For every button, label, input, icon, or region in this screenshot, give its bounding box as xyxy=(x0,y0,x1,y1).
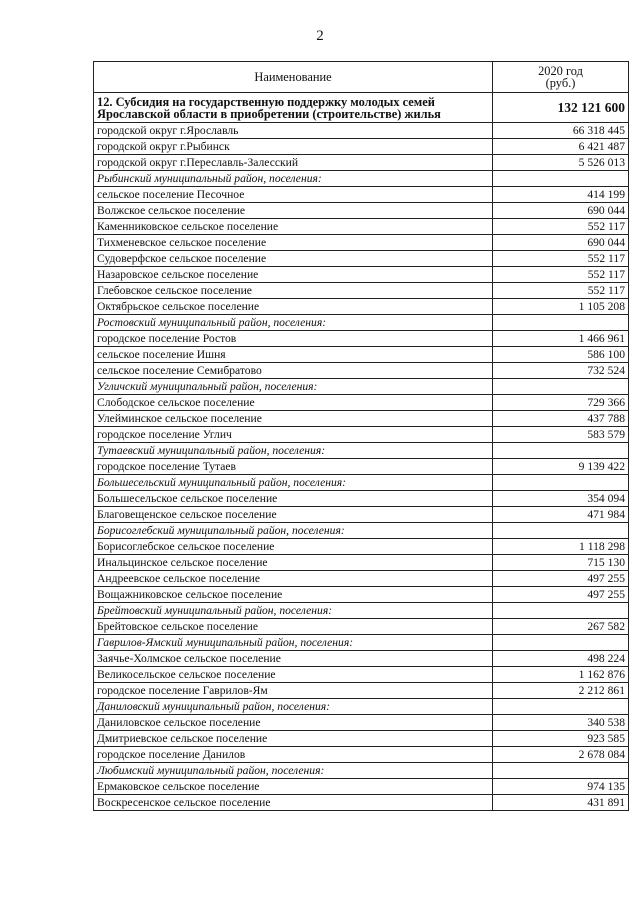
table-row xyxy=(94,203,629,219)
settlement-name: сельское поселение Семибратово xyxy=(94,363,493,379)
section-title: 12. Субсидия на государственную поддержку молодых семей Ярославской области в приобретении (строительстве) жилья xyxy=(94,93,493,123)
settlement-name: Глебовское сельское поселение xyxy=(94,283,493,299)
subsidy-amount xyxy=(493,379,629,395)
table-row xyxy=(94,363,629,379)
subsidy-amount xyxy=(493,171,629,187)
settlement-name: Тихменевское сельское поселение xyxy=(94,235,493,251)
settlement-name: Каменниковское сельское поселение xyxy=(94,219,493,235)
table-row xyxy=(94,299,629,315)
subsidy-amount: 1 105 208 xyxy=(493,299,629,315)
district-header-row xyxy=(94,475,629,491)
table-row xyxy=(94,571,629,587)
settlement-name: Благовещенское сельское поселение xyxy=(94,507,493,523)
subsidy-amount: 354 094 xyxy=(493,491,629,507)
subsidy-amount: 471 984 xyxy=(493,507,629,523)
subsidy-amount: 586 100 xyxy=(493,347,629,363)
subsidy-amount: 552 117 xyxy=(493,283,629,299)
table-row xyxy=(94,331,629,347)
subsidy-amount: 690 044 xyxy=(493,235,629,251)
table-row xyxy=(94,651,629,667)
district-name: Даниловский муниципальный район, поселения: xyxy=(94,699,493,715)
subsidy-amount: 552 117 xyxy=(493,267,629,283)
settlement-name: Андреевское сельское поселение xyxy=(94,571,493,587)
subsidy-amount: 497 255 xyxy=(493,571,629,587)
settlement-name: Судоверфское сельское поселение xyxy=(94,251,493,267)
district-name: Ростовский муниципальный район, поселения: xyxy=(94,315,493,331)
subsidy-amount xyxy=(493,763,629,779)
settlement-name: городское поселение Тутаев xyxy=(94,459,493,475)
subsidy-amount: 340 538 xyxy=(493,715,629,731)
district-name: Большесельский муниципальный район, поселения: xyxy=(94,475,493,491)
subsidy-amount xyxy=(493,315,629,331)
district-header-row xyxy=(94,603,629,619)
subsidy-amount xyxy=(493,699,629,715)
subsidy-table xyxy=(93,61,629,811)
column-header-name: Наименование xyxy=(94,62,493,93)
subsidy-amount: 5 526 013 xyxy=(493,155,629,171)
subsidy-amount: 732 524 xyxy=(493,363,629,379)
page-number: 2 xyxy=(316,28,324,44)
district-header-row xyxy=(94,443,629,459)
settlement-name: Назаровское сельское поселение xyxy=(94,267,493,283)
settlement-name: городской округ г.Рыбинск xyxy=(94,139,493,155)
subsidy-amount xyxy=(493,523,629,539)
settlement-name: городской округ г.Ярославль xyxy=(94,123,493,139)
subsidy-amount: 974 135 xyxy=(493,779,629,795)
subsidy-amount: 923 585 xyxy=(493,731,629,747)
district-name: Брейтовский муниципальный район, поселения: xyxy=(94,603,493,619)
district-name: Угличский муниципальный район, поселения: xyxy=(94,379,493,395)
table-row xyxy=(94,491,629,507)
district-header-row xyxy=(94,379,629,395)
settlement-name: городской округ г.Переславль-Залесский xyxy=(94,155,493,171)
table-row xyxy=(94,187,629,203)
table-row xyxy=(94,587,629,603)
district-name: Борисоглебский муниципальный район, поселения: xyxy=(94,523,493,539)
table-row xyxy=(94,795,629,811)
column-header-year-label: 2020 год xyxy=(538,64,583,78)
table-row xyxy=(94,235,629,251)
table-row xyxy=(94,155,629,171)
section-row xyxy=(94,93,629,123)
table-row xyxy=(94,731,629,747)
table-row xyxy=(94,395,629,411)
subsidy-amount: 690 044 xyxy=(493,203,629,219)
subsidy-amount: 497 255 xyxy=(493,587,629,603)
settlement-name: Вощажниковское сельское поселение xyxy=(94,587,493,603)
subsidy-amount: 2 212 861 xyxy=(493,683,629,699)
subsidy-amount: 1 162 876 xyxy=(493,667,629,683)
table-row xyxy=(94,747,629,763)
subsidy-amount: 552 117 xyxy=(493,219,629,235)
settlement-name: Великосельское сельское поселение xyxy=(94,667,493,683)
table-header-row xyxy=(94,62,629,93)
table-row xyxy=(94,251,629,267)
subsidy-amount xyxy=(493,603,629,619)
column-header-year xyxy=(493,62,629,93)
table-row xyxy=(94,427,629,443)
subsidy-amount: 437 788 xyxy=(493,411,629,427)
settlement-name: городское поселение Гаврилов-Ям xyxy=(94,683,493,699)
table-row xyxy=(94,219,629,235)
column-header-unit: (руб.) xyxy=(545,76,576,90)
district-name: Гаврилов-Ямский муниципальный район, поселения: xyxy=(94,635,493,651)
settlement-name: Даниловское сельское поселение xyxy=(94,715,493,731)
district-header-row xyxy=(94,315,629,331)
table-body xyxy=(94,93,629,811)
district-header-row xyxy=(94,699,629,715)
settlement-name: Инальцинское сельское поселение xyxy=(94,555,493,571)
district-name: Любимский муниципальный район, поселения: xyxy=(94,763,493,779)
settlement-name: Волжское сельское поселение xyxy=(94,203,493,219)
subsidy-amount: 66 318 445 xyxy=(493,123,629,139)
subsidy-amount: 583 579 xyxy=(493,427,629,443)
settlement-name: Брейтовское сельское поселение xyxy=(94,619,493,635)
settlement-name: городское поселение Данилов xyxy=(94,747,493,763)
subsidy-amount: 414 199 xyxy=(493,187,629,203)
settlement-name: Борисоглебское сельское поселение xyxy=(94,539,493,555)
table-row xyxy=(94,507,629,523)
subsidy-amount: 1 118 298 xyxy=(493,539,629,555)
subsidy-amount: 6 421 487 xyxy=(493,139,629,155)
subsidy-amount: 498 224 xyxy=(493,651,629,667)
settlement-name: сельское поселение Песочное xyxy=(94,187,493,203)
subsidy-amount: 552 117 xyxy=(493,251,629,267)
district-header-row xyxy=(94,635,629,651)
subsidy-amount: 729 366 xyxy=(493,395,629,411)
table-row xyxy=(94,459,629,475)
subsidy-amount: 431 891 xyxy=(493,795,629,811)
settlement-name: Улейминское сельское поселение xyxy=(94,411,493,427)
settlement-name: Заячье-Холмское сельское поселение xyxy=(94,651,493,667)
table-row xyxy=(94,715,629,731)
district-header-row xyxy=(94,171,629,187)
table-row xyxy=(94,779,629,795)
subsidy-amount xyxy=(493,475,629,491)
table-row xyxy=(94,267,629,283)
district-name: Рыбинский муниципальный район, поселения: xyxy=(94,171,493,187)
settlement-name: городское поселение Ростов xyxy=(94,331,493,347)
subsidy-amount xyxy=(493,443,629,459)
table-row xyxy=(94,283,629,299)
district-header-row xyxy=(94,523,629,539)
settlement-name: Ермаковское сельское поселение xyxy=(94,779,493,795)
table-row xyxy=(94,683,629,699)
table-row xyxy=(94,139,629,155)
table-row xyxy=(94,619,629,635)
settlement-name: городское поселение Углич xyxy=(94,427,493,443)
settlement-name: Большесельское сельское поселение xyxy=(94,491,493,507)
district-name: Тутаевский муниципальный район, поселения: xyxy=(94,443,493,459)
section-total: 132 121 600 xyxy=(493,93,629,123)
table-row xyxy=(94,347,629,363)
settlement-name: Октябрьское сельское поселение xyxy=(94,299,493,315)
subsidy-amount: 1 466 961 xyxy=(493,331,629,347)
table-row xyxy=(94,411,629,427)
subsidy-amount: 267 582 xyxy=(493,619,629,635)
district-header-row xyxy=(94,763,629,779)
settlement-name: сельское поселение Ишня xyxy=(94,347,493,363)
subsidy-amount: 2 678 084 xyxy=(493,747,629,763)
subsidy-amount: 9 139 422 xyxy=(493,459,629,475)
table-row xyxy=(94,555,629,571)
settlement-name: Слободское сельское поселение xyxy=(94,395,493,411)
settlement-name: Воскресенское сельское поселение xyxy=(94,795,493,811)
table-row xyxy=(94,123,629,139)
subsidy-amount xyxy=(493,635,629,651)
subsidy-amount: 715 130 xyxy=(493,555,629,571)
table-row xyxy=(94,667,629,683)
settlement-name: Дмитриевское сельское поселение xyxy=(94,731,493,747)
table-row xyxy=(94,539,629,555)
